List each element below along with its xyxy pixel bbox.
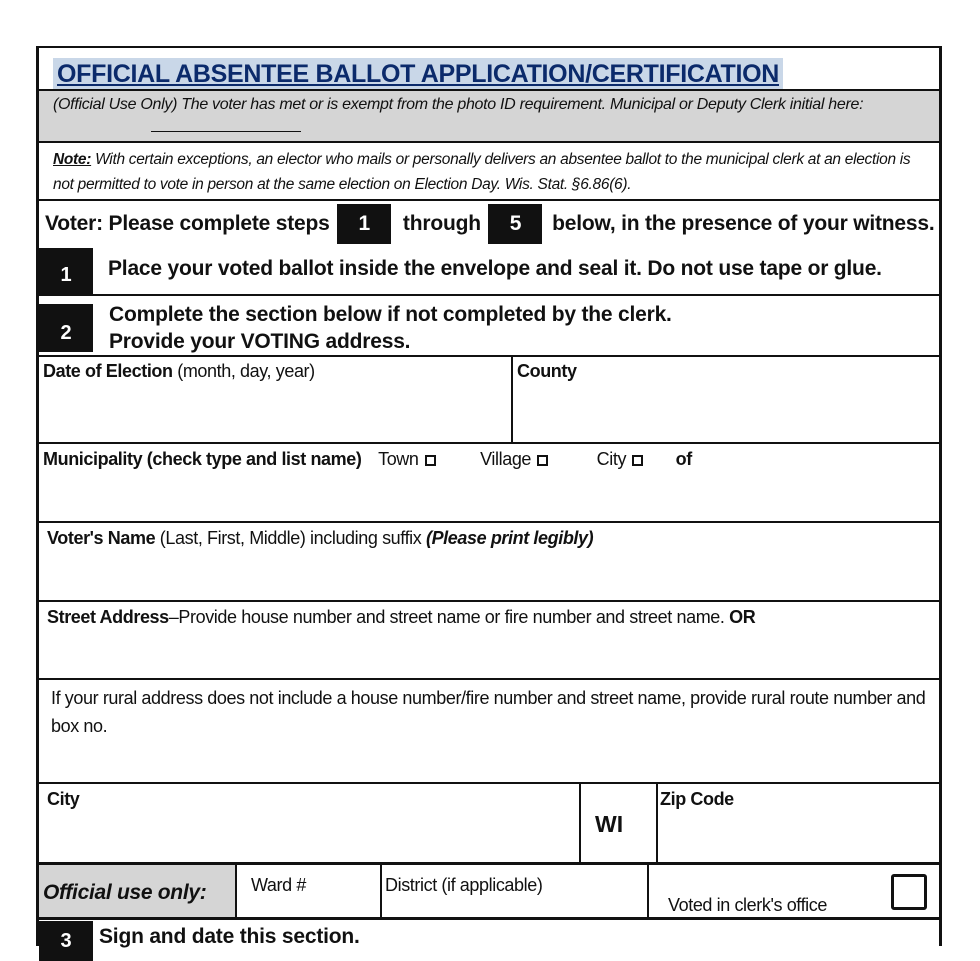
step-3-badge: 3 (39, 921, 93, 961)
instructions-middle: through (402, 212, 481, 235)
step-2-line2: Provide your VOTING address. (109, 330, 411, 353)
voter-instructions (45, 204, 934, 244)
step-2-line1: Complete the section below if not completed by the clerk. (109, 303, 672, 326)
ward-label: Ward # (251, 875, 306, 895)
district-label: District (if applicable) (385, 875, 543, 895)
official-use-only-cell (39, 865, 235, 917)
step-2-badge: 2 (39, 304, 93, 352)
step-from-badge: 1 (337, 204, 391, 244)
village-checkbox[interactable] (537, 455, 548, 466)
rural-address-field[interactable] (39, 742, 939, 782)
note-label: Note: (53, 151, 92, 168)
step-1-badge: 1 (39, 248, 93, 294)
municipality-row (43, 448, 692, 470)
note-paragraph (53, 147, 935, 197)
zip-code-field[interactable] (658, 810, 939, 862)
date-of-election-field[interactable] (39, 382, 511, 442)
village-label: Village (480, 449, 532, 469)
voted-in-clerks-office-checkbox[interactable] (891, 874, 927, 910)
town-label: Town (378, 449, 419, 469)
official-use-note-row (39, 91, 939, 141)
town-checkbox[interactable] (425, 455, 436, 466)
absentee-ballot-form (36, 46, 942, 952)
zip-code-label: Zip Code (660, 789, 734, 809)
step-2-text (109, 301, 672, 355)
clerk-initial-line[interactable] (151, 131, 301, 132)
city-checkbox[interactable] (632, 455, 643, 466)
county-label: County (517, 361, 577, 381)
city-label: City (47, 789, 80, 809)
official-use-note: (Official Use Only) The voter has met or is exempt from the photo ID requirement. Municipal or Deputy Clerk initial here: (53, 96, 864, 113)
state-label: WI (595, 811, 624, 837)
instructions-suffix: below, in the presence of your witness. (552, 212, 935, 235)
step-to-badge: 5 (488, 204, 542, 244)
municipality-label: Municipality (check type and list name) (43, 449, 362, 469)
date-of-election-label: Date of Election (month, day, year) (43, 361, 315, 381)
voter-name-label: Voter's Name (Last, First, Middle) including suffix (Please print legibly) (47, 528, 594, 548)
city-field[interactable] (39, 810, 579, 862)
instructions-prefix: Voter: Please complete steps (45, 212, 330, 235)
of-label: of (675, 449, 692, 469)
step-1-text: Place your voted ballot inside the envelope and seal it. Do not use tape or glue. (108, 257, 882, 280)
step-3-text: Sign and date this section. (99, 925, 360, 948)
rural-address-label: If your rural address does not include a house number/fire number and street name, provide rural route number and box no. (51, 688, 926, 736)
form-title-highlight (53, 58, 783, 90)
voted-in-clerks-office-label: Voted in clerk's office (668, 895, 827, 915)
voter-name-field[interactable] (39, 551, 939, 601)
county-field[interactable] (513, 382, 939, 442)
city-type-label: City (596, 449, 627, 469)
note-text: With certain exceptions, an elector who mails or personally delivers an absentee ballot to the municipal clerk at an election is not permitted to vote in person at the same election on Election Day. Wis. Stat. §6.86(6). (53, 151, 911, 193)
street-address-field[interactable] (39, 630, 939, 678)
street-address-label: Street Address–Provide house number and street name or fire number and street name. OR (47, 607, 756, 627)
official-use-only-label: Official use only: (43, 881, 207, 904)
municipality-field[interactable] (39, 472, 939, 522)
form-title: OFFICIAL ABSENTEE BALLOT APPLICATION/CERTIFICATION (57, 60, 780, 88)
